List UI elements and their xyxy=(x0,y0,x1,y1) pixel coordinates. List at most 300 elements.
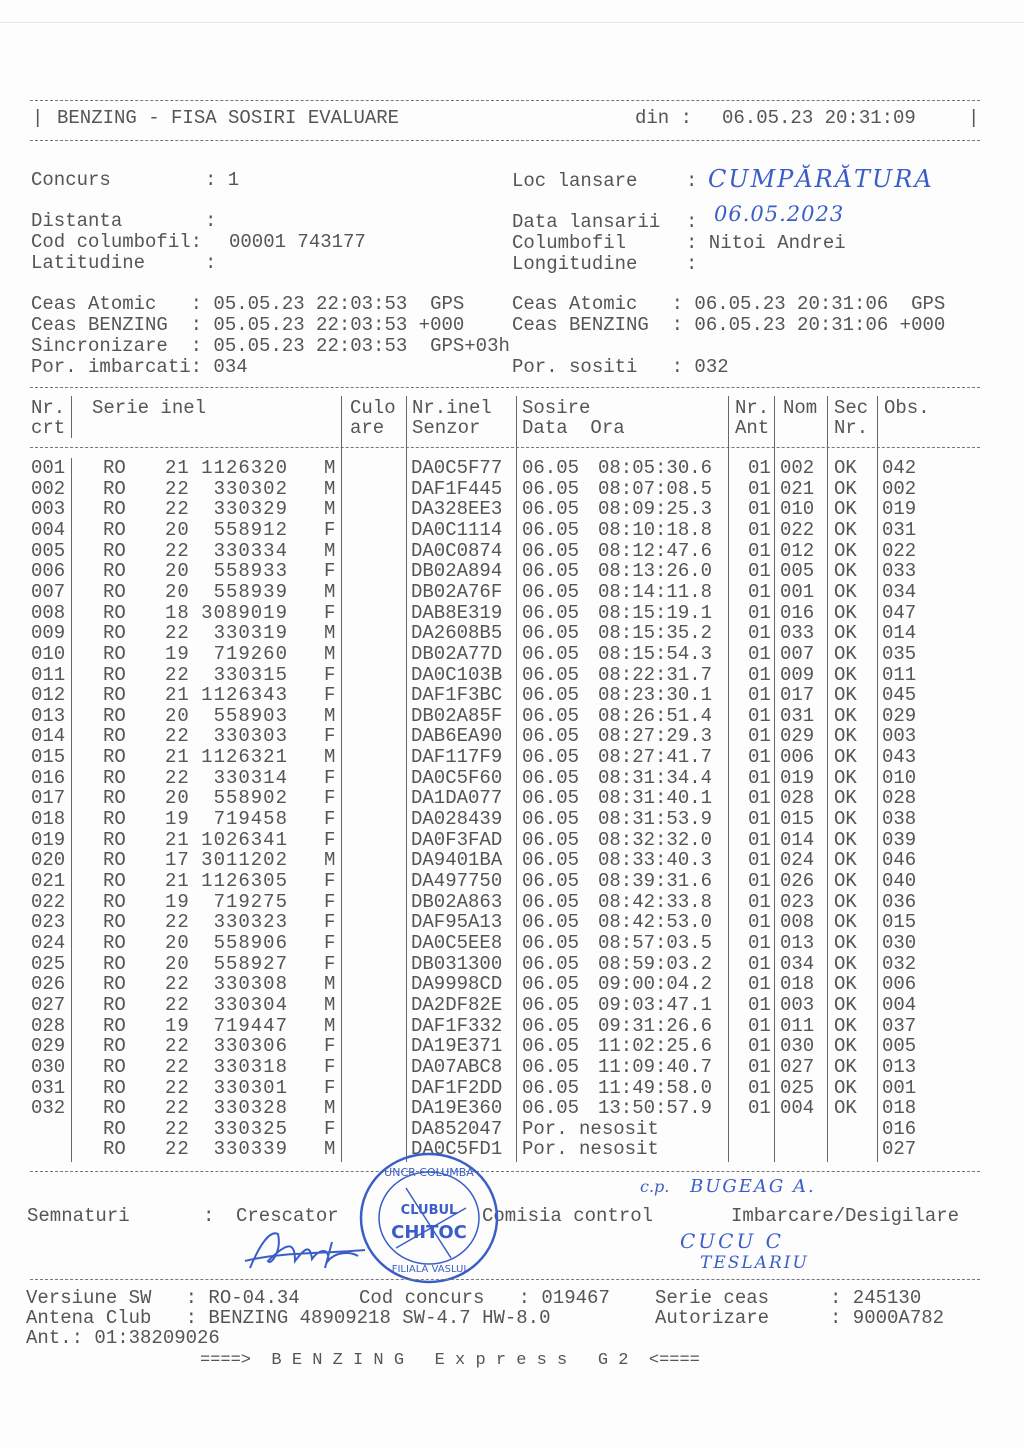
semnaturi-colon: : xyxy=(203,1205,215,1227)
cell-ring-number: 719458 xyxy=(213,808,288,831)
cell-sex: F xyxy=(324,1055,336,1078)
cell-sensor: DA1DA077 xyxy=(411,787,503,810)
cell-obs: 003 xyxy=(882,725,917,748)
cell-antenna: 01 xyxy=(748,766,771,789)
sincronizare: Sincronizare : 05.05.23 22:03:53 GPS+03h xyxy=(31,335,510,357)
cell-sec: OK xyxy=(834,973,857,996)
cell-sensor: DAF1F332 xyxy=(411,1014,503,1037)
cell-sex: M xyxy=(324,704,336,727)
cell-antenna: 01 xyxy=(748,663,771,686)
cell-obs: 032 xyxy=(882,952,917,975)
cell-obs: 002 xyxy=(882,477,917,500)
cell-sec: OK xyxy=(834,704,857,727)
cell-ring-number: 330304 xyxy=(213,993,288,1016)
cell-obs: 011 xyxy=(882,663,917,686)
cell-nom: 030 xyxy=(780,1035,815,1058)
cell-ring-number: 719447 xyxy=(213,1014,288,1037)
page-edge xyxy=(0,22,1024,23)
cell-nom: 004 xyxy=(780,1097,815,1120)
cell-country: RO xyxy=(103,746,126,769)
cell-year: 22 xyxy=(165,1138,190,1161)
cell-arrival-time: 08:14:11.8 xyxy=(598,580,713,603)
cell-sec: OK xyxy=(834,870,857,892)
cell-year: 22 xyxy=(165,1055,190,1078)
cell-ring-number: 719260 xyxy=(213,642,288,665)
cell-country: RO xyxy=(103,766,126,789)
cell-year: 20 xyxy=(165,560,190,583)
distanta-value: : xyxy=(205,210,217,232)
cell-nr-crt: 019 xyxy=(31,828,66,851)
cell-year: 22 xyxy=(165,993,190,1016)
cell-arrival-time: 08:13:26.0 xyxy=(598,560,713,583)
cell-arrival-time: 13:50:57.9 xyxy=(598,1097,713,1120)
stamp-text-top: UNCR COLUMBA xyxy=(384,1166,474,1179)
cell-nr-crt: 024 xyxy=(31,931,66,954)
cell-obs: 033 xyxy=(882,560,917,583)
cell-sec: OK xyxy=(834,808,857,831)
column-rule xyxy=(827,396,828,1162)
cell-arrival-time: 09:31:26.6 xyxy=(598,1014,713,1037)
cell-nom: 011 xyxy=(780,1014,815,1037)
cell-arrival-time: 08:31:40.1 xyxy=(598,787,713,810)
distanta-label: Distanta xyxy=(31,210,123,232)
cell-sensor: DB02A85F xyxy=(411,704,503,727)
cell-year: 22 xyxy=(165,1117,190,1140)
cell-arrival-date: 06.05 xyxy=(522,890,580,913)
club-stamp xyxy=(356,1150,502,1286)
cell-obs: 036 xyxy=(882,890,917,913)
cell-year: 22 xyxy=(165,1076,190,1099)
cell-sensor: DAB8E319 xyxy=(411,601,503,624)
cell-nr-crt: 028 xyxy=(31,1014,66,1037)
cell-year: 21 xyxy=(165,870,190,892)
cell-antenna: 01 xyxy=(748,931,771,954)
cell-antenna: 01 xyxy=(748,952,771,975)
cell-antenna: 01 xyxy=(748,1035,771,1058)
imbarcare-label: Imbarcare/Desigilare xyxy=(731,1205,960,1227)
cell-arrival-date: 06.05 xyxy=(522,911,580,934)
cell-obs: 013 xyxy=(882,1055,917,1078)
cell-sensor: DA497750 xyxy=(411,870,503,892)
cell-country: RO xyxy=(103,518,126,541)
cell-sex: F xyxy=(324,518,336,541)
porumbei-sositi: Por. sositi : 032 xyxy=(512,356,729,378)
cell-country: RO xyxy=(103,457,126,479)
divider xyxy=(30,1171,980,1172)
cod-concurs: Cod concurs : 019467 xyxy=(359,1287,610,1309)
cell-ring-number: 330323 xyxy=(213,911,288,934)
column-rule xyxy=(728,396,729,1162)
cell-obs: 018 xyxy=(882,1097,917,1120)
cell-arrival-date: 06.05 xyxy=(522,766,580,789)
cell-nr-crt: 020 xyxy=(31,849,66,872)
cell-arrival-date: 06.05 xyxy=(522,1097,580,1120)
cell-sec: OK xyxy=(834,746,857,769)
cell-sensor: DAF95A13 xyxy=(411,911,503,934)
cell-nom: 026 xyxy=(780,870,815,892)
column-rule xyxy=(774,396,775,1162)
document-title: BENZING - FISA SOSIRI EVALUARE xyxy=(57,107,400,129)
cell-nr-crt: 010 xyxy=(31,642,66,665)
cell-ring-number: 330301 xyxy=(213,1076,288,1099)
cell-arrival-time: 08:31:53.9 xyxy=(598,808,713,831)
cell-ring-number: 330318 xyxy=(213,1055,288,1078)
cell-ring-number: 558902 xyxy=(213,787,288,810)
cell-nom: 007 xyxy=(780,642,815,665)
cell-country: RO xyxy=(103,725,126,748)
cell-nom: 018 xyxy=(780,973,815,996)
cell-sec: OK xyxy=(834,642,857,665)
cell-sex: F xyxy=(324,890,336,913)
cell-nr-crt: 021 xyxy=(31,870,66,892)
cell-year: 22 xyxy=(165,477,190,500)
cell-arrival-time: 08:27:29.3 xyxy=(598,725,713,748)
cell-country: RO xyxy=(103,911,126,934)
autorizare-label: Autorizare xyxy=(655,1307,770,1329)
col-nr: Nr. xyxy=(31,397,66,419)
cell-obs: 004 xyxy=(882,993,917,1016)
cell-arrival-time: 11:49:58.0 xyxy=(598,1076,713,1099)
cell-sensor: DA0C5EE8 xyxy=(411,931,503,954)
cell-country: RO xyxy=(103,973,126,996)
cell-ring-number: 1126305 xyxy=(201,870,288,892)
cell-nom: 008 xyxy=(780,911,815,934)
cell-sex: F xyxy=(324,931,336,954)
col-nr-inel: Nr.inel xyxy=(412,397,492,419)
cell-antenna: 01 xyxy=(748,601,771,624)
cell-arrival-date: 06.05 xyxy=(522,601,580,624)
cell-arrival-date: 06.05 xyxy=(522,725,580,748)
comisia-handwritten-4: TESLARIU xyxy=(700,1253,809,1273)
cell-ring-number: 330319 xyxy=(213,622,288,645)
cell-sex: F xyxy=(324,1076,336,1099)
cell-nr-crt: 007 xyxy=(31,580,66,603)
cell-antenna: 01 xyxy=(748,993,771,1016)
cell-ring-number: 558939 xyxy=(213,580,288,603)
cell-sensor: DA19E371 xyxy=(411,1035,503,1058)
cell-sec: OK xyxy=(834,498,857,521)
cell-antenna: 01 xyxy=(748,808,771,831)
cell-antenna: 01 xyxy=(748,1055,771,1078)
cell-sec: OK xyxy=(834,622,857,645)
cell-sec: OK xyxy=(834,1076,857,1099)
cell-ring-number: 1026341 xyxy=(201,828,288,851)
cell-sec: OK xyxy=(834,1055,857,1078)
col-serie-inel: Serie inel xyxy=(92,397,207,419)
cell-year: 22 xyxy=(165,911,190,934)
cell-country: RO xyxy=(103,704,126,727)
cell-sex: F xyxy=(324,1117,336,1140)
col-senzor: Senzor xyxy=(412,417,481,439)
cell-obs: 031 xyxy=(882,518,917,541)
cell-arrival-time: 08:31:34.4 xyxy=(598,766,713,789)
cell-arrival-date: 06.05 xyxy=(522,746,580,769)
col-sosire: Sosire xyxy=(522,397,591,419)
cell-obs: 038 xyxy=(882,808,917,831)
cell-sensor: DA0C103B xyxy=(411,663,503,686)
cell-obs: 006 xyxy=(882,973,917,996)
cell-sec: OK xyxy=(834,828,857,851)
cell-ring-number: 330306 xyxy=(213,1035,288,1058)
cell-country: RO xyxy=(103,684,126,707)
cell-sec: OK xyxy=(834,766,857,789)
cell-nr-crt: 002 xyxy=(31,477,66,500)
column-rule xyxy=(406,396,407,1162)
cell-sensor: DA0C5F77 xyxy=(411,457,503,479)
cell-sex: F xyxy=(324,684,336,707)
antena-id: Ant.: 01:38209026 xyxy=(26,1327,220,1349)
cell-arrival-time: 08:10:18.8 xyxy=(598,518,713,541)
cell-sensor: DA028439 xyxy=(411,808,503,831)
cell-country: RO xyxy=(103,1035,126,1058)
cell-country: RO xyxy=(103,849,126,872)
cell-country: RO xyxy=(103,1076,126,1099)
col-ant: Ant xyxy=(735,417,770,439)
cell-sec: OK xyxy=(834,993,857,1016)
cell-obs: 016 xyxy=(882,1117,917,1140)
cell-obs: 034 xyxy=(882,580,917,603)
cell-year: 20 xyxy=(165,704,190,727)
cell-arrival-date: 06.05 xyxy=(522,1035,580,1058)
date-label: din : xyxy=(635,107,693,129)
cell-ring-number: 330329 xyxy=(213,498,288,521)
cell-arrival-date: 06.05 xyxy=(522,952,580,975)
cell-arrival-date: 06.05 xyxy=(522,704,580,727)
cell-nom: 021 xyxy=(780,477,815,500)
cell-antenna: 01 xyxy=(748,518,771,541)
cell-nr-crt: 027 xyxy=(31,993,66,1016)
cell-country: RO xyxy=(103,1138,126,1161)
cell-sensor: DB02A76F xyxy=(411,580,503,603)
cell-nom: 003 xyxy=(780,993,815,1016)
cell-sec: OK xyxy=(834,457,857,479)
cell-antenna: 01 xyxy=(748,560,771,583)
cell-sensor: DA9998CD xyxy=(411,973,503,996)
cell-sensor: DAF1F2DD xyxy=(411,1076,503,1099)
cell-nr-crt: 005 xyxy=(31,539,66,562)
cell-obs: 042 xyxy=(882,457,917,479)
cell-arrival-date: 06.05 xyxy=(522,642,580,665)
antena-club: Antena Club : BENZING 48909218 SW-4.7 HW-8.0 xyxy=(26,1307,551,1329)
cell-arrival-time: 08:57:03.5 xyxy=(598,931,713,954)
cod-label: Cod columbofil: xyxy=(31,231,203,253)
header-bar-left: | xyxy=(32,107,44,129)
cell-ring-number: 330302 xyxy=(213,477,288,500)
cell-arrival-date: 06.05 xyxy=(522,808,580,831)
cell-arrival-date: 06.05 xyxy=(522,663,580,686)
cell-antenna: 01 xyxy=(748,704,771,727)
cell-nr-crt: 008 xyxy=(31,601,66,624)
cell-obs: 001 xyxy=(882,1076,917,1099)
loc-label: Loc lansare xyxy=(512,170,638,192)
cell-sex: F xyxy=(324,560,336,583)
cell-arrival-time: 08:09:25.3 xyxy=(598,498,713,521)
cell-sex: F xyxy=(324,601,336,624)
cell-country: RO xyxy=(103,931,126,954)
cell-country: RO xyxy=(103,1055,126,1078)
cell-sex: F xyxy=(324,725,336,748)
cell-sec: OK xyxy=(834,560,857,583)
cell-sensor: DA0C5FD1 xyxy=(411,1138,503,1161)
cell-antenna: 01 xyxy=(748,787,771,810)
cell-nom: 013 xyxy=(780,931,815,954)
cell-sec: OK xyxy=(834,1035,857,1058)
cell-country: RO xyxy=(103,642,126,665)
cell-sex: F xyxy=(324,870,336,892)
cod-value: 00001 743177 xyxy=(229,231,366,253)
col-nom: Nom xyxy=(783,397,818,419)
cell-sensor: DA0C5F60 xyxy=(411,766,503,789)
cell-sensor: DB02A894 xyxy=(411,560,503,583)
cell-obs: 010 xyxy=(882,766,917,789)
cell-nr-crt: 022 xyxy=(31,890,66,913)
cell-country: RO xyxy=(103,808,126,831)
cell-year: 21 xyxy=(165,684,190,707)
cell-antenna: 01 xyxy=(748,870,771,892)
cell-ring-number: 330334 xyxy=(213,539,288,562)
cell-year: 20 xyxy=(165,952,190,975)
cell-sec: OK xyxy=(834,477,857,500)
col-data-ora: Data Ora xyxy=(522,417,625,439)
stamp-text-chitoc: CHITOC xyxy=(391,1222,467,1243)
cell-arrival-time: 08:39:31.6 xyxy=(598,870,713,892)
cell-antenna: 01 xyxy=(748,746,771,769)
cell-ring-number: 330314 xyxy=(213,766,288,789)
cell-nom: 027 xyxy=(780,1055,815,1078)
cell-sex: F xyxy=(324,828,336,851)
cell-nom: 002 xyxy=(780,457,815,479)
cell-obs: 014 xyxy=(882,622,917,645)
cell-nr-crt: 023 xyxy=(31,911,66,934)
cell-nom: 022 xyxy=(780,518,815,541)
cell-obs: 030 xyxy=(882,931,917,954)
cell-antenna: 01 xyxy=(748,1014,771,1037)
cell-country: RO xyxy=(103,498,126,521)
cell-ring-number: 3011202 xyxy=(201,849,288,872)
stamp-text-club: CLUBUL xyxy=(400,1203,458,1218)
cell-sex: M xyxy=(324,580,336,603)
comisia-label: Comisia control xyxy=(482,1205,654,1227)
cell-ring-number: 330339 xyxy=(213,1138,288,1161)
cell-ring-number: 719275 xyxy=(213,890,288,913)
cell-arrival-time: 08:05:30.6 xyxy=(598,457,713,479)
cell-arrival-date: 06.05 xyxy=(522,498,580,521)
cell-sec: OK xyxy=(834,1014,857,1037)
cell-obs: 047 xyxy=(882,601,917,624)
cell-obs: 039 xyxy=(882,828,917,851)
data-lansarii-colon: : xyxy=(686,211,698,233)
cell-year: 22 xyxy=(165,1097,190,1120)
cell-antenna: 01 xyxy=(748,477,771,500)
cell-nom: 023 xyxy=(780,890,815,913)
cell-nr-crt: 031 xyxy=(31,1076,66,1099)
versiune-sw: Versiune SW : RO-04.34 xyxy=(26,1287,300,1309)
cell-nom: 005 xyxy=(780,560,815,583)
loc-handwritten: CUMPĂRĂTURA xyxy=(708,165,934,193)
cell-obs: 028 xyxy=(882,787,917,810)
cell-year: 20 xyxy=(165,518,190,541)
cell-sensor: DA0C0874 xyxy=(411,539,503,562)
cell-nom: 014 xyxy=(780,828,815,851)
cell-arrival-time: 08:26:51.4 xyxy=(598,704,713,727)
cell-country: RO xyxy=(103,601,126,624)
cell-year: 22 xyxy=(165,663,190,686)
col-obs: Obs. xyxy=(884,397,930,419)
cell-nom: 015 xyxy=(780,808,815,831)
cell-arrival-time: 08:59:03.2 xyxy=(598,952,713,975)
cell-year: 22 xyxy=(165,539,190,562)
columbofil-label: Columbofil xyxy=(512,232,627,254)
cell-sensor: DB02A77D xyxy=(411,642,503,665)
cell-sex: F xyxy=(324,808,336,831)
cell-sex: M xyxy=(324,642,336,665)
print-datetime: 06.05.23 20:31:09 xyxy=(722,107,916,129)
cell-obs: 027 xyxy=(882,1138,917,1161)
brand-line: ====> B E N Z I N G E x p r e s s G 2 <==== xyxy=(200,1351,700,1370)
cell-arrival-time: 08:15:54.3 xyxy=(598,642,713,665)
cell-nr-crt: 025 xyxy=(31,952,66,975)
cell-nom: 033 xyxy=(780,622,815,645)
cell-nom: 001 xyxy=(780,580,815,603)
cell-country: RO xyxy=(103,580,126,603)
cell-sex: M xyxy=(324,498,336,521)
cell-country: RO xyxy=(103,560,126,583)
cell-obs: 019 xyxy=(882,498,917,521)
cell-arrival-time: 09:03:47.1 xyxy=(598,993,713,1016)
cell-nr-crt: 017 xyxy=(31,787,66,810)
cell-sec: OK xyxy=(834,663,857,686)
cell-obs: 040 xyxy=(882,870,917,892)
cell-nom: 012 xyxy=(780,539,815,562)
cell-sex: M xyxy=(324,539,336,562)
cell-country: RO xyxy=(103,952,126,975)
cell-nom: 006 xyxy=(780,746,815,769)
cell-ring-number: 558912 xyxy=(213,518,288,541)
cell-sec: OK xyxy=(834,787,857,810)
cell-arrival-date: 06.05 xyxy=(522,518,580,541)
cell-arrival-date: 06.05 xyxy=(522,1076,580,1099)
serie-ceas-label: Serie ceas xyxy=(655,1287,770,1309)
cell-arrival-time: 08:23:30.1 xyxy=(598,684,713,707)
cell-sensor: DAF1F445 xyxy=(411,477,503,500)
cell-country: RO xyxy=(103,1117,126,1140)
cell-arrival-date: 06.05 xyxy=(522,931,580,954)
cell-obs: 022 xyxy=(882,539,917,562)
cell-sex: F xyxy=(324,952,336,975)
cell-sex: F xyxy=(324,1035,336,1058)
cell-sensor: DAB6EA90 xyxy=(411,725,503,748)
cell-sex: M xyxy=(324,993,336,1016)
cell-nom: 019 xyxy=(780,766,815,789)
cell-arrival-date: 06.05 xyxy=(522,1055,580,1078)
columbofil-value: : Nitoi Andrei xyxy=(686,232,846,254)
cell-antenna: 01 xyxy=(748,1097,771,1120)
col-nr-ant: Nr. xyxy=(735,397,770,419)
porumbei-imbarcati: Por. imbarcati: 034 xyxy=(31,356,248,378)
stamp-text-bottom: FILIALA VASLUI xyxy=(391,1264,467,1275)
cell-year: 22 xyxy=(165,725,190,748)
cell-nr-crt: 014 xyxy=(31,725,66,748)
cell-year: 20 xyxy=(165,787,190,810)
cell-obs: 005 xyxy=(882,1035,917,1058)
cell-sensor: DA07ABC8 xyxy=(411,1055,503,1078)
cell-country: RO xyxy=(103,890,126,913)
cell-arrival-time: 09:00:04.2 xyxy=(598,973,713,996)
cell-arrival-time: 08:15:35.2 xyxy=(598,622,713,645)
data-lansarii-handwritten: 06.05.2023 xyxy=(714,202,845,226)
autorizare-value: : 9000A782 xyxy=(830,1307,945,1329)
cell-sec: OK xyxy=(834,539,857,562)
